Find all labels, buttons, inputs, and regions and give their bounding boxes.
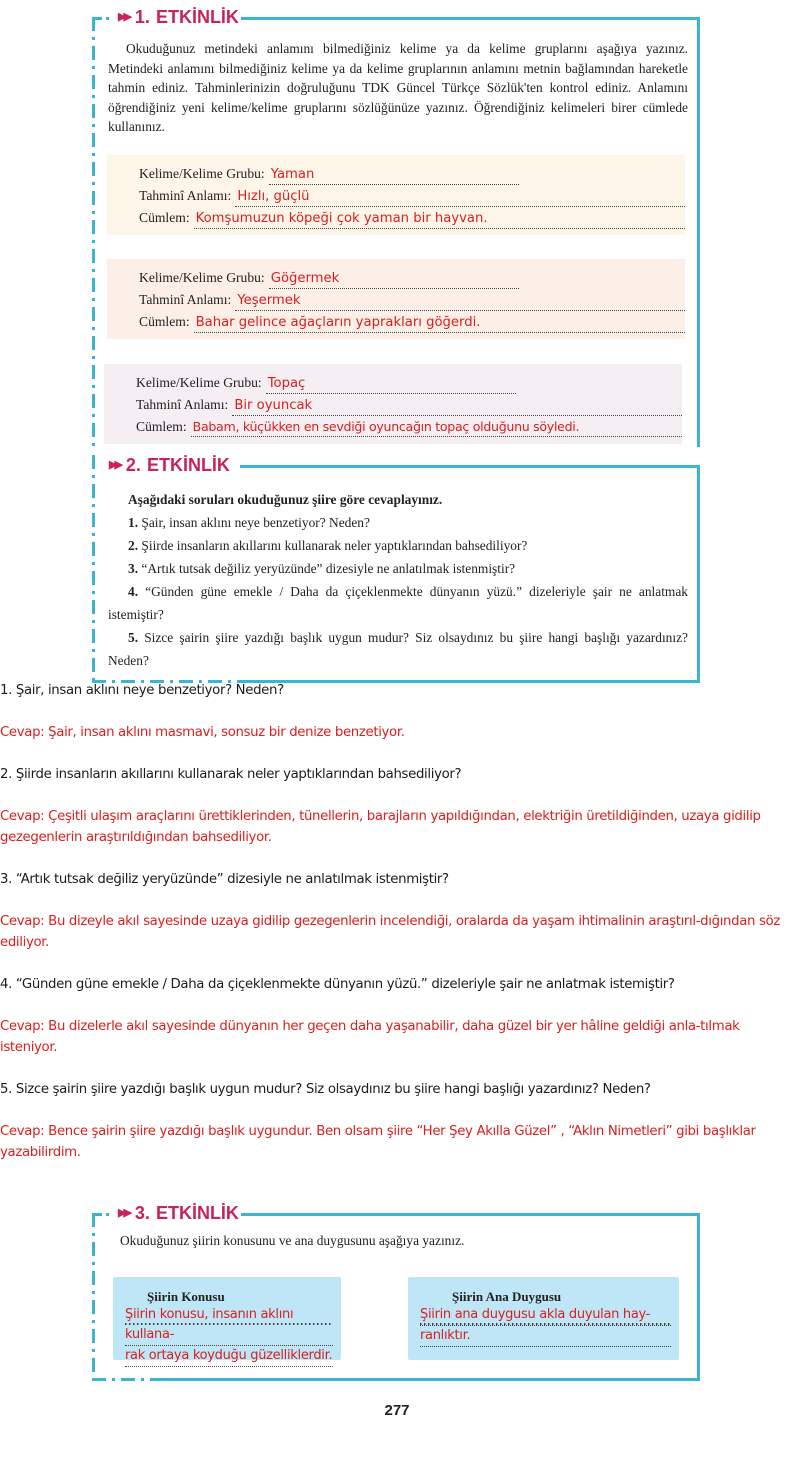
answer-text-1: Cevap: Şair, insan aklını masmavi, sonsuz bir denize benzetiyor. — [0, 725, 405, 740]
word-field[interactable]: Topaç — [266, 377, 516, 394]
sentence-field[interactable]: Komşumuzun köpeği çok yaman bir hayvan. — [194, 212, 685, 229]
activity1-title — [112, 7, 241, 27]
poem-topic-box — [113, 1277, 341, 1363]
question-number: 3. — [128, 561, 139, 576]
activity2-title — [103, 455, 232, 475]
question-number: 2. — [128, 538, 139, 553]
answer-question-2: 2. Şiirde insanların akıllarını kullanarak neler yaptıklarından bahsediliyor? — [0, 767, 462, 782]
question-text: Şair, insan aklını neye benzetiyor? Neden? — [141, 515, 370, 530]
double-arrow-icon: ▶▶ — [118, 11, 129, 23]
activity1-dashed-left — [92, 17, 95, 447]
answers-section — [0, 680, 780, 1184]
question-item — [108, 557, 688, 580]
activity2-dashed-left — [92, 455, 95, 680]
activity3-title — [112, 1203, 241, 1223]
answer-question-5: 5. Sizce şairin şiire yazdığı başlık uygun mudur? Siz olsaydınız bu şiire hangi başlığı yazardınız? Neden? — [0, 1082, 651, 1097]
word-row — [139, 163, 685, 185]
activity1-title-text: ETKİNLİK — [155, 7, 239, 27]
meaning-row — [136, 394, 682, 416]
question-text: “Artık tutsak değiliz yeryüzünde” dizesiyle ne anlatılmak istenmiştir? — [141, 561, 516, 576]
word-entry-box-2 — [107, 259, 685, 339]
answer-text-3: Cevap: Bu dizeyle akıl sayesinde uzaya gidilip gezegenlerin incelendiği, oralarda da yaşam ihtimalinin araştırıl-dığından söz ediliyor. — [0, 914, 780, 950]
poem-emotion-line-1: Şiirin ana duygusu akla duyulan hay- — [420, 1305, 671, 1326]
question-item — [108, 511, 688, 534]
word-label: Kelime/Kelime Grubu: — [139, 270, 265, 285]
word-row — [139, 267, 685, 289]
activity3-number: 3. — [134, 1203, 150, 1223]
meaning-row — [139, 289, 685, 311]
sentence-label: Cümlem: — [136, 419, 187, 434]
answer-question-3: 3. “Artık tutsak değiliz yeryüzünde” dizesiyle ne anlatılmak istenmiştir? — [0, 872, 449, 887]
question-text: Sizce şairin şiire yazdığı başlık uygun mudur? Siz olsaydınız bu şiire hangi başlığı yazardınız? Neden? — [108, 630, 688, 668]
poem-emotion-box — [408, 1277, 679, 1360]
meaning-label: Tahminî Anlamı: — [139, 188, 232, 203]
activity3-instructions-text: Okuduğunuz şiirin konusunu ve ana duygusunu aşağıya yazınız. — [120, 1233, 465, 1248]
poem-topic-line-2: rak ortaya koyduğu güzelliklerdir. — [125, 1346, 333, 1367]
word-field[interactable]: Yaman — [269, 168, 519, 185]
sentence-row — [136, 416, 682, 438]
activity1-instructions — [108, 39, 688, 137]
activity3-title-text: ETKİNLİK — [155, 1203, 239, 1223]
question-item — [108, 626, 688, 672]
question-text: “Günden güne emekle / Daha da çiçeklenmekte dünyanın yüzü.” dizeleriyle şair ne anlatmak istemiştir? — [108, 584, 688, 622]
word-label: Kelime/Kelime Grubu: — [136, 375, 262, 390]
meaning-label: Tahminî Anlamı: — [136, 397, 229, 412]
question-number: 1. — [128, 515, 139, 530]
poem-emotion-line-2: ranlıktır. — [420, 1326, 671, 1347]
activity2-question-list — [108, 488, 688, 672]
poem-topic-answer[interactable] — [125, 1305, 333, 1367]
sentence-row — [139, 207, 685, 229]
sentence-row — [139, 311, 685, 333]
sentence-field[interactable]: Babam, küçükken en sevdiği oyuncağın topaç olduğunu söyledi. — [191, 420, 682, 437]
activity3-instructions — [120, 1231, 680, 1251]
question-item — [108, 580, 688, 626]
meaning-label: Tahminî Anlamı: — [139, 292, 232, 307]
poem-topic-line-1: Şiirin konusu, insanın aklını kullana- — [125, 1305, 333, 1346]
meaning-field[interactable]: Hızlı, güçlü — [235, 190, 685, 207]
sentence-label: Cümlem: — [139, 314, 190, 329]
answer-question-4: 4. “Günden güne emekle / Daha da çiçeklenmekte dünyanın yüzü.” dizeleriyle şair ne anlatmak istemiştir? — [0, 977, 675, 992]
answer-text-4: Cevap: Bu dizelerle akıl sayesinde dünyanın her geçen daha yaşanabilir, daha güzel bir yer hâline geldiği anla-tılmak isteniyor. — [0, 1019, 740, 1055]
sentence-field[interactable]: Bahar gelince ağaçların yaprakları göğerdi. — [194, 316, 685, 333]
word-field[interactable]: Göğermek — [269, 272, 519, 289]
meaning-row — [139, 185, 685, 207]
activity2-number: 2. — [125, 455, 141, 475]
activity3-dashed-bottom — [92, 1378, 154, 1381]
activity1-number: 1. — [134, 7, 150, 27]
poem-topic-title: Şiirin Konusu — [147, 1289, 225, 1304]
sentence-label: Cümlem: — [139, 210, 190, 225]
poem-emotion-title: Şiirin Ana Duygusu — [452, 1289, 562, 1304]
word-entry-box-1 — [107, 155, 685, 235]
double-arrow-icon: ▶▶ — [109, 459, 120, 471]
meaning-field[interactable]: Yeşermek — [235, 294, 685, 311]
question-item — [108, 534, 688, 557]
word-label: Kelime/Kelime Grubu: — [139, 166, 265, 181]
activity2-title-text: ETKİNLİK — [146, 455, 230, 475]
answer-question-1: 1. Şair, insan aklını neye benzetiyor? Neden? — [0, 683, 284, 698]
double-arrow-icon: ▶▶ — [118, 1207, 129, 1219]
poem-emotion-answer[interactable] — [420, 1305, 671, 1347]
meaning-field[interactable]: Bir oyuncak — [232, 399, 682, 416]
answer-text-5: Cevap: Bence şairin şiire yazdığı başlık uygundur. Ben olsam şiire “Her Şey Akılla Güzel” , “Aklın Nimetleri” gibi başlıklar yazabilirdim. — [0, 1124, 756, 1160]
activity1-instructions-text: Okuduğunuz metindeki anlamını bilmediğiniz kelime ya da kelime gruplarını aşağıya yazınız. Metindeki anlamını bilmediğiniz kelime ya da kelime gruplarının anlamını metnin bağlamından hareketle tahmin ediniz. Tahminlerinizin doğruluğunu TDK Güncel Türkçe Sözlük'ten kontrol ediniz. Anlamını öğrendiğiniz yeni kelime/kelime gruplarını sözlüğünüze yazınız. Öğrendiğiniz kelimeleri birer cümlede kullanınız. — [108, 41, 688, 134]
question-text: Şiirde insanların akıllarını kullanarak neler yaptıklarından bahsediliyor? — [141, 538, 528, 553]
activity2-heading: Aşağıdaki soruları okuduğunuz şiire göre cevaplayınız. — [128, 492, 443, 507]
question-number: 5. — [128, 630, 139, 645]
answer-text-2: Cevap: Çeşitli ulaşım araçlarını ürettiklerinden, tünellerin, barajların yapıldığından, elektriğin üretildiğinden, uzaya gidilip gezegenlerin araştırıldığından bahsediliyor. — [0, 809, 761, 845]
word-row — [136, 372, 682, 394]
page-number: 277 — [384, 1402, 410, 1419]
word-entry-box-3 — [104, 364, 682, 444]
question-number: 4. — [128, 584, 139, 599]
activity3-dashed-left — [92, 1213, 95, 1381]
activity1-dashed-top — [92, 17, 114, 20]
